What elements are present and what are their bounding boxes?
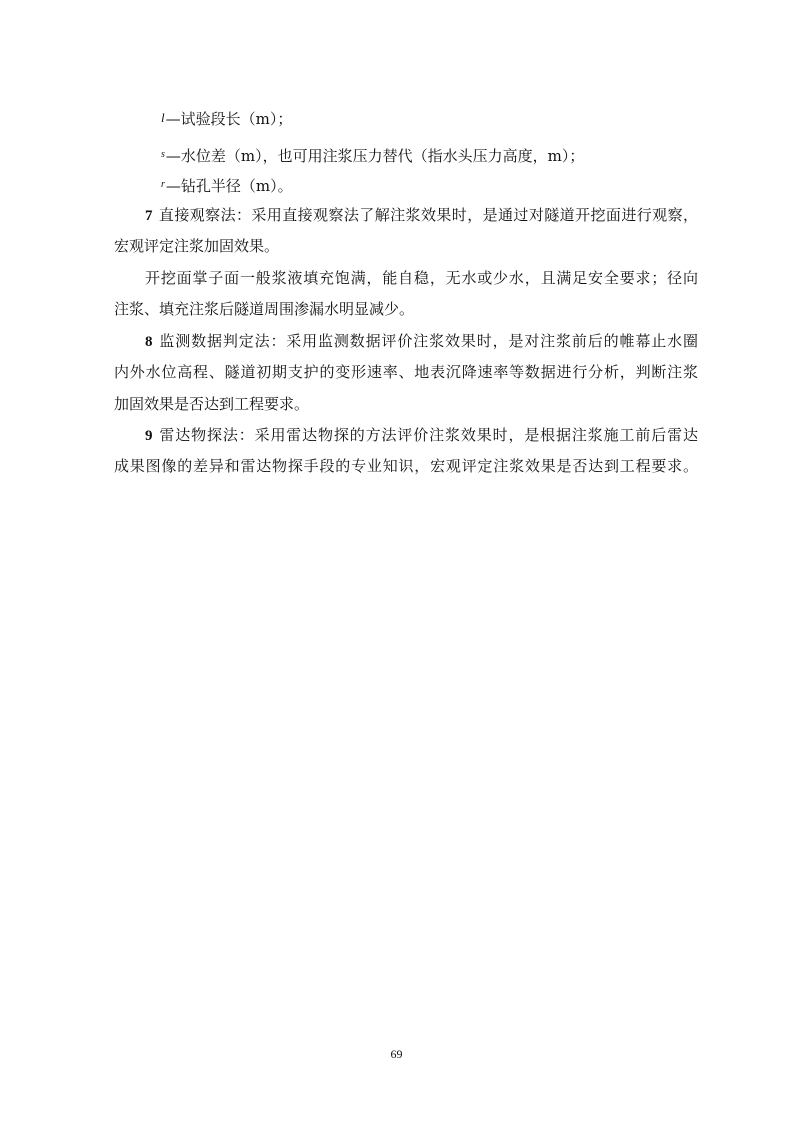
definition-r-text: —钻孔半径（m）。	[165, 177, 293, 195]
item8-line1-text: 监测数据判定法：采用监测数据评价注浆效果时，是对注浆前后的帷幕止水圈	[158, 332, 698, 350]
definition-s-text: —水位差（m），也可用注浆压力替代（指水头压力高度，m）；	[165, 147, 585, 165]
item9-line1-text: 雷达物探法：采用雷达物探的方法评价注浆效果时，是根据注浆施工前后雷达	[158, 426, 698, 444]
definition-s	[161, 145, 584, 166]
item8-number: 8	[145, 334, 153, 350]
para-face-line2: 注浆、填充注浆后隧道周围渗漏水明显减少。	[114, 300, 415, 318]
para-face-line1: 开挖面掌子面一般浆液填充饱满，能自稳，无水或少水，且满足安全要求；径向	[145, 269, 698, 287]
page-number: 69	[390, 1047, 403, 1061]
item8-line2: 内外水位高程、隧道初期支护的变形速率、地表沉降速率等数据进行分析，判断注浆	[114, 363, 698, 381]
item7-number: 7	[145, 208, 153, 224]
item7-line1-text: 直接观察法：采用直接观察法了解注浆效果时，是通过对隧道开挖面进行观察，	[158, 206, 698, 224]
symbol-s: s	[161, 149, 165, 160]
definition-l	[161, 108, 292, 129]
item8-line1	[145, 331, 698, 352]
item9-line2: 成果图像的差异和雷达物探手段的专业知识，宏观评定注浆效果是否达到工程要求。	[114, 457, 698, 475]
symbol-l: l	[161, 110, 165, 125]
item9-line1	[145, 425, 698, 446]
symbol-r: r	[161, 179, 165, 190]
definition-l-text: —试验段长（m）；	[165, 110, 293, 128]
definition-r	[161, 175, 293, 196]
item9-number: 9	[145, 428, 153, 444]
item7-line1	[145, 205, 698, 226]
item7-line2: 宏观评定注浆加固效果。	[114, 237, 280, 255]
item8-line3: 加固效果是否达到工程要求。	[114, 395, 310, 413]
